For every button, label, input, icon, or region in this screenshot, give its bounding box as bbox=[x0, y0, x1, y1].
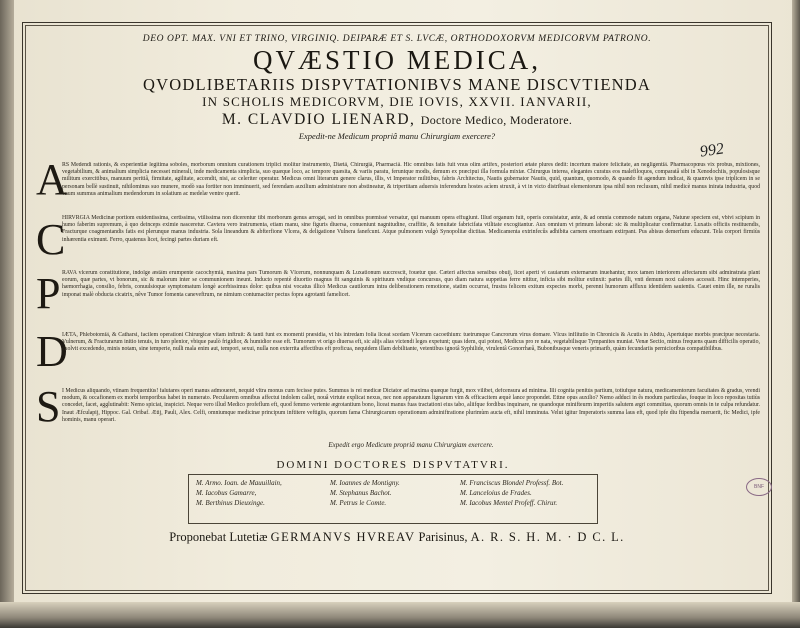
doctor-name: M. Berthinus Dieuxinge. bbox=[196, 499, 265, 507]
president-name: M. CLAVDIO LIENARD, bbox=[221, 111, 416, 128]
main-title: QVÆSTIO MEDICA, bbox=[253, 45, 541, 75]
doctor-name: M. Petrus le Comte. bbox=[330, 499, 387, 507]
section-chirurgia bbox=[62, 215, 760, 265]
thesis-header bbox=[30, 34, 764, 141]
section-text: HIRVRGIA Medicinæ portiom euidentissima, certissima, vtilissima non dicerentur tibi morborum genus arrogat, sed in omnibus præmissè versatur, qui manuum opera effugiunt. Illud organum fuit, operis consistatur, ante, & ad omnia commode natum organa, Naturæ speciem est, vbivi scipium in humo faberim supremum, à quo deinceps eximie nasceretur. Cavtera vero instrumenta, etiam manu, sine figuris diuersa, conueniunt nagnitudine, craffitie, & tenuitate fabricifata vtilitate excogitantur. Aux omnium vt primum laborat: sic & multiplicatur confirmatiur. Luxatis officiis restituendis, Fracturque coagmentandis fatis est plerunque manus industria. Sola lineandum & abfterfione Vlcera, & deligatione Vulnera fanefcunt. Atque pulmonem vulgò Synopolitæ dictitas. Medicamenta extrinfecûs adhibita carnem emortuam extirpant. Pus abisus demerfum educunt. Tela corpori firmiùs inhærentia eximunt. Ferro, quatenus licet, fecingi partes duriam eft. bbox=[62, 215, 760, 243]
doctor-name: M. Armo. Ioan. de Mauuillain, bbox=[196, 479, 282, 487]
initial-letter-c: C bbox=[36, 215, 66, 264]
handwritten-number: 992 bbox=[698, 140, 725, 161]
section-text: RS Medendi rationis, & experientiæ legitima soboles, morborum omnium curationem triplici molitur instrumento, Diætâ, Chirurgiâ, Pharmaciâ. Hic omnibus fatis fuit vnus olim artifex, posteriori ætate plures dedit: incertum maiore felicitate, an negligentiâ. Pharmacopœus vix probus, mixtiones, vegetabilium, & animalium simplicia necesset minerali, inde medicamenta simplicia, suo quæque loco, ac tempore quæsita, & variis paratu, feruntque modis, demum ex præcipui illa formula mixtæ. Chirurgus interea, elegantes curatus eos malefiloquos, comparatâ sibi in Xenodochiis, populosisque militum exercitibus, manuum peritiâ, firmitate, agilitate, accendit, nisi, ac celeriter operatur. Medicus omni literarum genere clarus, illis, vt Imperator militibus, fabris Architectus, Nautis gubernator Nautis, quid, quantum, quomodo, & quando fit agendum indicat, & quamvis ipse triplicem in se personam bellè sustinuit, nihilominus suo munere, modò sua fortiter non imminuerit, sed ferendam auxilium administrare non abstineatur, & tripertitam aduersis inferendum hostes acìem struxit, à vt in victo distribuat elementorum ipsa nihil non reclusum, nihil medicè manus inirata industria, quod vnum summus animalium medendorum in solatium ac medelæ ventre querit. bbox=[62, 162, 760, 197]
book-binding-right bbox=[792, 0, 800, 628]
thesis-question: Expedit-ne Medicum propriâ manu Chirurgiam exercere? bbox=[298, 131, 496, 141]
footer-degree-date: A. R. S. H. M. · D C. L. bbox=[470, 530, 625, 544]
initial-letter-s: S bbox=[36, 382, 61, 431]
dedication-line: DEO OPT. MAX. VNI ET TRINO, VIRGINIQ. DEIPARÆ ET S. LVCÆ, ORTHODOXORVM MEDICORVM PATRONO. bbox=[142, 34, 652, 44]
president-line bbox=[30, 110, 764, 130]
initial-letter-d: D bbox=[36, 327, 68, 376]
respondent-line bbox=[30, 530, 764, 545]
section-text: I Medicus aliquando, vtinam frequentiùs! falutares operi manus admoueret, nequid vltra monus cum fecisse putes. Summus is rei medicæ Dictator ad maxima quæque furgit, mox vilibet, defcensura ad minima. Illi cognita penitùs partium, totiufque natura, medicamentorum facultates & gradus, vrendi modum, & occafionem ex morbi temporibus habet in numerato. Peculiarem omnibus affectui indolem callet, nouâ virtute explicat nexus, nec non apparatuum lignarum vim & efficacitem æquè lance propondet. Ettne opus auxilio? Nemo adduci in ês modum particulas, fouque in loco repositas tutiùs concedet, facet, agglutinabit: Nemo spiciat, inspicict. Neque vero illud Medico profeflum eft, quod femmo vertente ægrotantium bono, liceat manus fuas tractationi eius tabo, aliifque fordibus inquinare, ne quandoque minifteurm imperitis salutem ægri committas, quorum omnis in te culpa refundatur. Inaut Æfculapij, Hippoc. Gal. Oribaf. Ætij, Pauli, Alex. Celfi, omniumque medicinæ principum inftitere veftigiis, quorum fama Chirurgicarum operationum adminiftratione plurimùm aucta eft, nihil imminuta. Velut igitur Imperatoris summa laus eft, quod ipfe diu ftipendia meruerit, fic Medici, ipfe hominis, manu operari. bbox=[62, 388, 760, 423]
president-role: Doctore Medico, Moderatore. bbox=[420, 113, 573, 127]
doctors-column-1 bbox=[196, 478, 282, 508]
doctors-column-2 bbox=[330, 478, 400, 508]
library-stamp: BNF bbox=[746, 478, 772, 496]
section-ars bbox=[62, 162, 760, 212]
section-prava bbox=[62, 270, 760, 328]
footer-suffix: Parisinus, bbox=[418, 530, 468, 544]
initial-letter-p: P bbox=[36, 269, 61, 318]
section-text: IÆTA, Phlebotomiâ, & Catharsi, facilem operationi Chirurgicæ vitam inftruit: & tanti funt ex momenti præsidia, vt his intredam folia liceat scedam Vlcerum cacoethium: tuetrumque Cancrorum virus domare. Vlcus inflitutio in Chronicis & Acutis in Abdtu, Apertuique morbis præcipue necestaria. Vulnerum, & Fracturarum initio tenuis, in turo plenior, vbique paulò frigidior, & humidior esse eft. Tumorum vt origo diuersa eft, sic alijs alias victendi leges expetunt; quas idem, qui potest, Medicus pro re nata, vegetabilisque Tympanites muniat. Venæ Sectio, minus frequens quam difficilis operatio, exolvit excedendo, minis notam, sine temperie, nulli mala enim aut, tempori, sexui, nulla non exterrita affectibus eft proficua, nequidem illam debilitante, vetentibus ignotâ Syphilide, virulentâ Gonorrhæâ, Bubonibusque veneris primarib, quàm fecundariis pernicioribus compatibilibus. bbox=[62, 332, 760, 353]
doctors-title: DOMINI DOCTORES DISPVTATVRI. bbox=[276, 459, 510, 471]
doctor-name: M. Franciscus Blondel Professf. Bot. bbox=[460, 479, 564, 487]
page-bottom-edge bbox=[0, 602, 800, 628]
subtitle-date: IN SCHOLIS MEDICORVM, DIE IOVIS, XXVII. IANVARII, bbox=[202, 94, 592, 109]
book-binding-left bbox=[0, 0, 14, 628]
section-diaeta bbox=[62, 332, 760, 382]
doctor-name: M. Iacobus Gamarre, bbox=[196, 489, 257, 497]
footer-prefix: Proponebat Lutetiæ bbox=[169, 530, 268, 544]
doctor-name: M. Stephanus Bachot. bbox=[330, 489, 392, 497]
doctor-name: M. Lanceloius de Frades. bbox=[460, 489, 532, 497]
subtitle: QVODLIBETARIIS DISPVTATIONIBVS MANE DISCVTIENDA bbox=[143, 75, 651, 94]
doctor-name: M. Ioannes de Montigny. bbox=[330, 479, 400, 487]
conclusion-line: Expedit ergo Medicum propriâ manu Chirurgiam exercere. bbox=[328, 442, 494, 449]
doctors-column-3 bbox=[460, 478, 563, 508]
doctor-name: M. Iacobus Mentel Profeff. Chirur. bbox=[460, 499, 558, 507]
section-text: RAVA vlcerum constitutione, indolge æstâm erumpente cacochymiâ, maxima pars Tumorum & Vlcerum, nonnunquam & Luxationum succrescit, fouetur que. Cæteri affectus sensibus obuij, licet aperti vi cauiarum externarum inuehantur, mox tamen interiorem affectarum sibi adminstrata plant eorum, quæ partes, vt bonorum, sic & malorum inter se communionem ineunt. Inducto repentè diuortio magnus fit sanguinis & spirituum vndique concursus, quo diam natura suppetias ferre nititur, inficia sibi molitur extinxit: partes illi, vnti demum noxi calores accessit. Hinc intemperies, hæmorrhagia, consilio, febris, conuulsioque symptomatum longè acerbissimus dolor: quibus nisi vocatus illicò Medicus cautilorum intra deliberationem remotione, statim occurrat, frustra felicem exitum expectes morbi, perenni humorum affluxu identidem sauientis. Cauet enim ille, ne ruralis imponat malè obducta cicatrix, nêve Tumor fomenta caneveftrum, ne nimium contumaciter pectus fopra agrotanti famelicet. bbox=[62, 270, 760, 298]
section-si-medicus bbox=[62, 388, 760, 438]
respondent-name: GERMANVS HVREAV bbox=[270, 530, 416, 544]
initial-letter-a: A bbox=[36, 155, 68, 204]
